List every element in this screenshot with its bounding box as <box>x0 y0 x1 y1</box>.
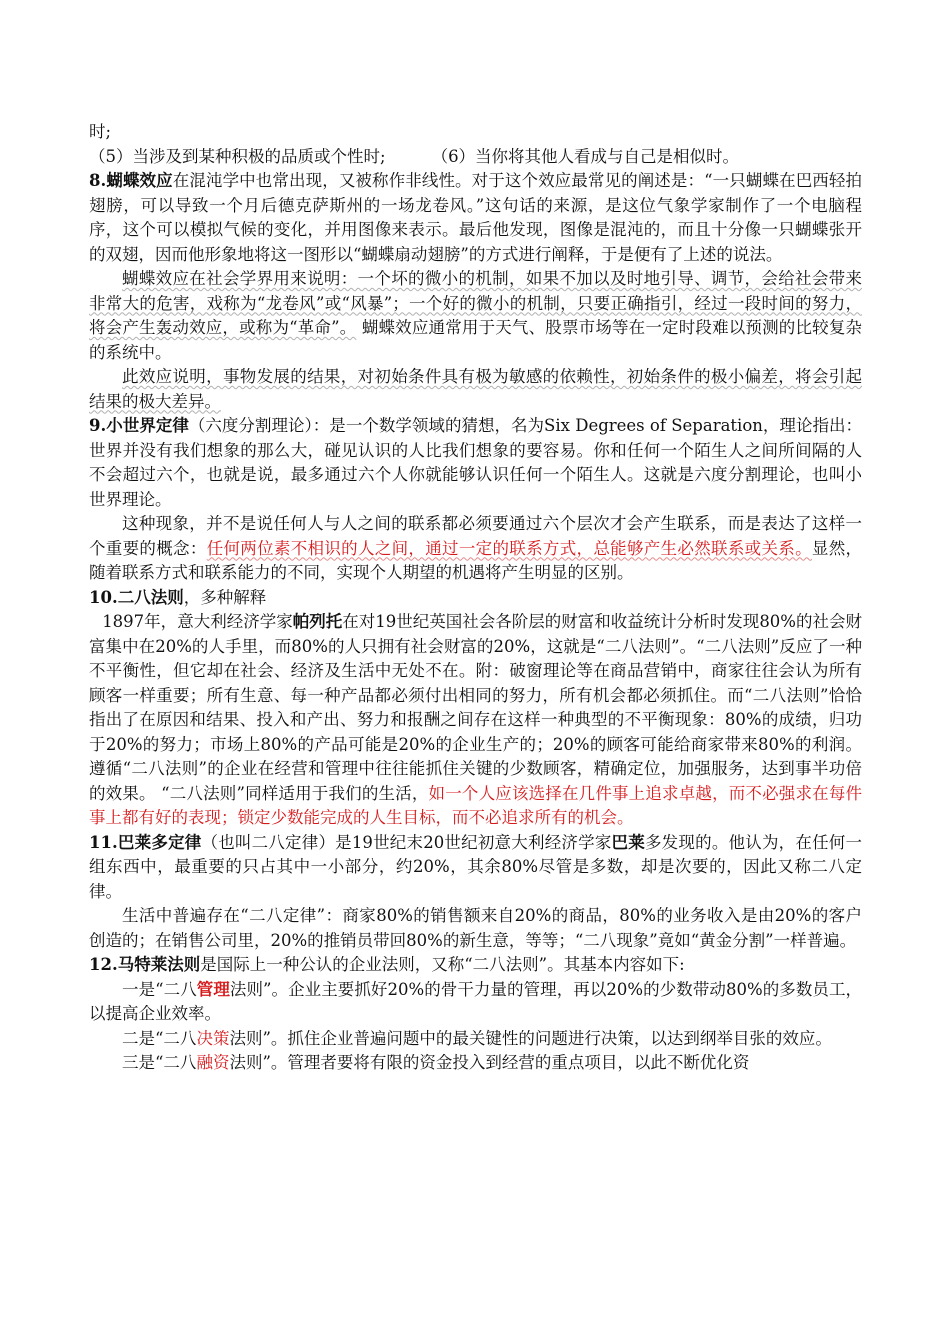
section-8-paragraph-3: 此效应说明，事物发展的结果，对初始条件具有极为敏感的依赖性，初始条件的极小偏差，将会引起结果的极大差异。 <box>89 367 862 411</box>
section-10-paragraph-1: 1897年，意大利经济学家帕列托在对19世纪英国社会各阶层的财富和收益统计分析时发现80%的社会财富集中在20%的人手里，而80%的人只拥有社会财富的20%，这就是“二八法则”。“二八法则”反应了一种不平衡性，但它却在社会、经济及生活中无处不在。附：破窗理论等在商品营销中，商家往往会认为所有顾客一样重要；所有生意、每一种产品都必须付出相同的努力，所有机会都必须抓住。而“二八法则”恰恰指出了在原因和结果、投入和产出、努力和报酬之间存在这样一种典型的不平衡现象：80%的成绩，归功于20%的努力；市场上80%的产品可能是20%的企业生产的；20%的顾客可能给商家带来80%的利润。遵循“二八法则”的企业在经营和管理中往往能抓住关键的少数顾客，精确定位，加强服务，达到事半功倍的效果。 “二八法则”同样适用于我们的生活，如一个人应该选择在几件事上追求卓越，而不必强求在每件事上都有好的表现；锁定少数能完成的人生目标，而不必追求所有的机会。 <box>89 612 863 827</box>
section-9-paragraph-2: 这种现象，并不是说任何人与人之间的联系都必须要通过六个层次才会产生联系，而是表达了这样一个重要的概念：任何两位素不相识的人之间，通过一定的联系方式，总能够产生必然联系或关系。显然，随着联系方式和联系能力的不同，实现个人期望的机遇将产生明显的区别。 <box>89 514 863 582</box>
list-line-5-6: （5）当涉及到某种积极的品质或个性时; （6）当你将其他人看成与自己是相似时。 <box>89 146 740 166</box>
pareto-name: 帕列托 <box>292 612 343 631</box>
section-12-item-1: 一是“二八管理法则”。企业主要抓好20%的骨干力量的管理，再以20%的少数带动80%的多数员工，以提高企业效率。 <box>89 979 863 1023</box>
section-8-paragraph-2: 蝴蝶效应在社会学界用来说明：一个坏的微小的机制，如果不加以及时地引导、调节，会给社会带来非常大的危害，戏称为“龙卷风”或“风暴”；一个好的微小的机制，只要正确指引，经过一段时间的努力，将会产生轰动效应，或称为“革命”。 蝴蝶效应通常用于天气、股票市场等在一定时段难以预测的比较复杂的系统中。 <box>89 269 862 362</box>
section-8-paragraph-1: 8.蝴蝶效应在混沌学中也常出现，又被称作非线性。对于这个效应最常见的阐述是：“一只蝴蝶在巴西轻拍翅膀，可以导致一个月后德克萨斯州的一场龙卷风。”这句话的来源，是这位气象学家制作了一个电脑程序，这个可以模拟气候的变化，并用图像来表示。最后他发现，图像是混沌的，而且十分像一只蝴蝶张开的双翅，因而他形象地将这一图形以“蝴蝶扇动翅膀”的方式进行阐释，于是便有了上述的说法。 <box>89 171 863 264</box>
section-10-heading: 10.二八法则 <box>89 587 184 607</box>
line-continuation: 时; <box>89 122 112 141</box>
section-11-heading: 11.巴莱多定律 <box>89 832 202 852</box>
section-9-highlight: 任何两位素不相识的人之间，通过一定的联系方式，总能够产生必然联系或关系。 <box>206 538 812 558</box>
document-page <box>89 120 862 1076</box>
section-12-item-3: 三是“二八融资法则”。管理者要将有限的资金投入到经营的重点项目，以此不断优化资 <box>122 1053 750 1072</box>
section-12-intro: 12.马特莱法则是国际上一种公认的企业法则，又称“二八法则”。其基本内容如下: <box>89 955 685 974</box>
section-12-heading: 12.马特莱法则 <box>89 955 201 974</box>
keyword-management: 管理 <box>196 979 230 999</box>
section-12-item-2: 二是“二八决策法则”。抓住企业普遍问题中的最关键性的问题进行决策，以达到纲举目张的效应。 <box>122 1028 832 1048</box>
keyword-financing: 融资 <box>196 1053 230 1072</box>
section-8-heading: 8.蝴蝶效应 <box>89 171 173 190</box>
section-9-heading: 9.小世界定律 <box>89 416 189 435</box>
section-9-paragraph-1: 9.小世界定律（六度分割理论）：是一个数学领域的猜想，名为Six Degrees of Separation，理论指出：世界并没有我们想象的那么大，碰见认识的人比我们想象的要容易。你和任何一个陌生人之间所间隔的人不会超过六个，也就是说，最多通过六个人你就能够认识任何一个陌生人。这就是六度分割理论，也叫小世界理论。 <box>89 416 863 509</box>
section-11-paragraph-1: 11.巴莱多定律（也叫二八定律）是19世纪末20世纪初意大利经济学家巴莱多发现的。他认为，在任何一组东西中，最重要的只占其中一小部分，约20%，其余80%尽管是多数，却是次要的，因此又称二八定律。 <box>89 832 862 901</box>
section-11-paragraph-2: 生活中普遍存在“二八定律”：商家80%的销售额来自20%的商品，80%的业务收入是由20%的客户创造的；在销售公司里，20%的推销员带回80%的新生意，等等；“二八现象”竟如“黄金分割”一样普遍。 <box>89 906 862 950</box>
section-10-highlight: 如一个人应该选择在几件事上追求卓越，而不必强求在每件事上都有好的表现；锁定少数能完成的人生目标，而不必追求所有的机会。 <box>89 783 863 827</box>
pareto-name-2: 巴莱 <box>611 832 645 852</box>
keyword-decision: 决策 <box>196 1028 230 1048</box>
section-10-heading-line: 10.二八法则，多种解释 <box>89 587 267 607</box>
